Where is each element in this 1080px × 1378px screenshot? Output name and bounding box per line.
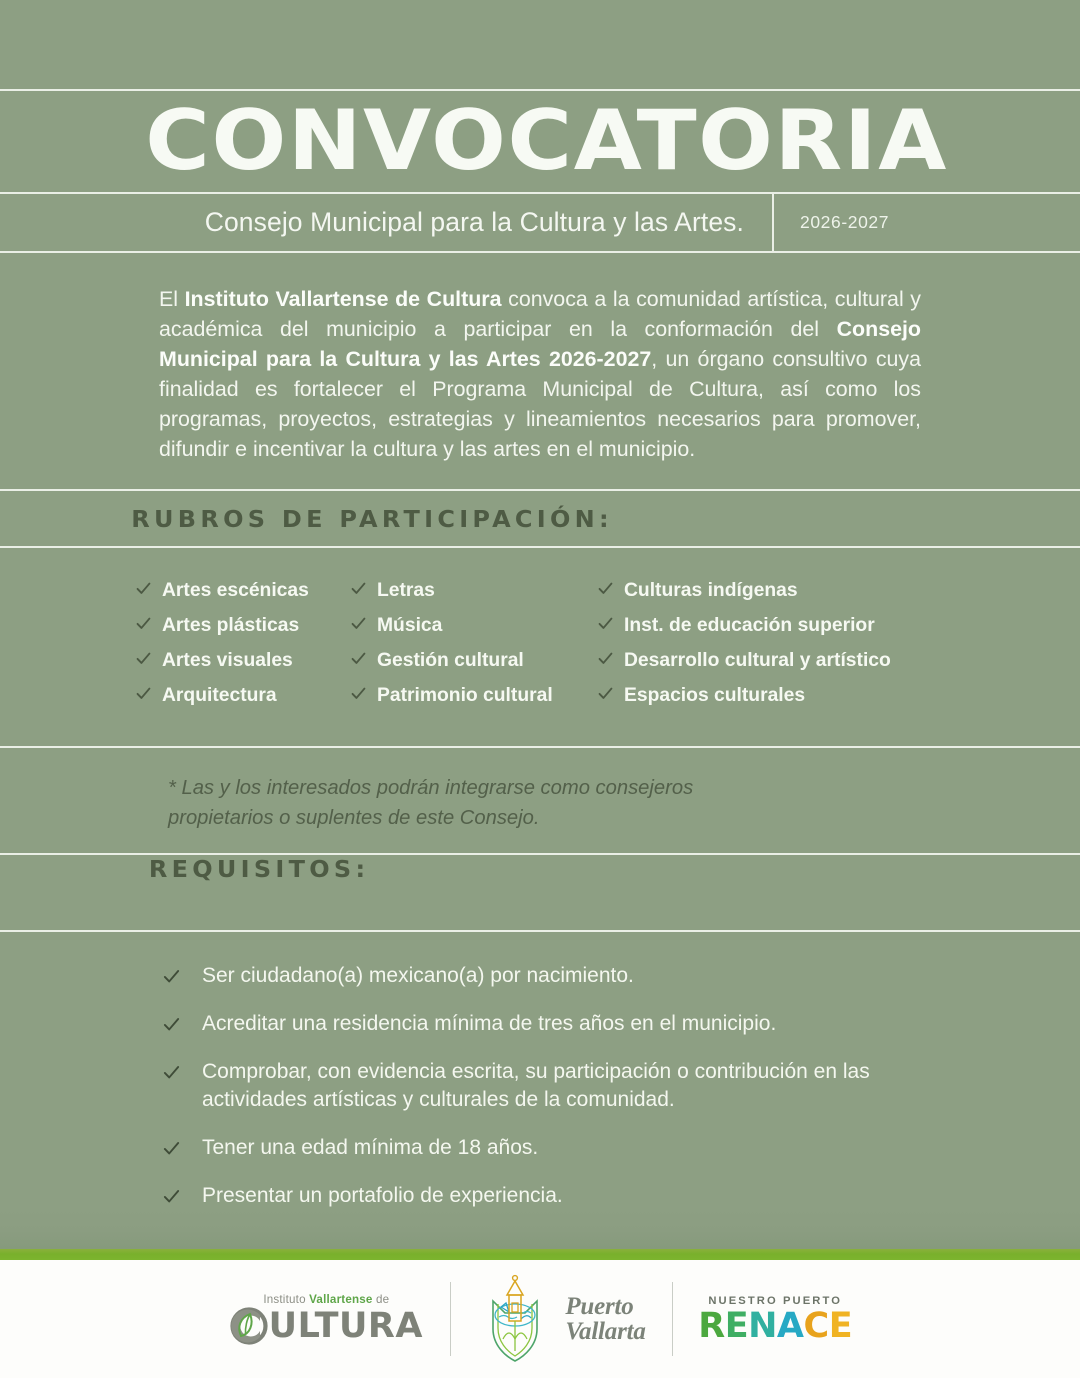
check-icon [162, 1010, 181, 1034]
subtitle-band [0, 194, 1080, 251]
divider-under-rubros-heading [0, 546, 1080, 548]
rubro-item [350, 685, 597, 720]
rubro-label: Patrimonio cultural [377, 685, 553, 707]
bottom-gradient [0, 1209, 1080, 1249]
cultura-suffix: de [372, 1293, 390, 1307]
logo-renace [699, 1295, 851, 1344]
requisito-label: Presentar un portafolio de experiencia. [202, 1183, 563, 1207]
requisitos-section [0, 932, 1080, 1210]
cultura-word: ULTURA [268, 1305, 423, 1346]
rubro-item [597, 580, 1080, 615]
rubro-label: Inst. de educación superior [624, 615, 875, 637]
rubro-item [597, 615, 1080, 650]
check-icon [350, 615, 367, 632]
spacer-after-intro [0, 464, 1080, 489]
intro-bold2: Consejo Municipal para la Cultura y las Artes 2026-2027 [159, 317, 921, 372]
rubro-label: Arquitectura [162, 685, 277, 707]
top-spacer [0, 0, 1080, 89]
divider-under-title [0, 192, 1080, 194]
renace-letter: E [828, 1305, 853, 1346]
requisito-label: Comprobar, con evidencia escrita, su participación o contribución en las actividades artísticas y culturales de la comunidad. [202, 1059, 870, 1111]
rubro-item [135, 580, 350, 615]
logo-cultura [229, 1293, 424, 1345]
check-icon [135, 650, 152, 667]
rubro-label: Artes plásticas [162, 615, 300, 637]
rubro-label: Letras [377, 580, 435, 602]
check-icon [597, 685, 614, 702]
accent-bar [0, 1249, 1080, 1260]
intro-bold1: Instituto Vallartense de Cultura [184, 287, 502, 311]
page-title: CONVOCATORIA [145, 92, 949, 190]
rubro-item [135, 685, 350, 720]
check-icon [162, 962, 181, 986]
rubro-label: Culturas indígenas [624, 580, 798, 602]
check-icon [350, 580, 367, 597]
renace-tagline: NUESTRO PUERTO [708, 1294, 842, 1307]
requisitos-heading-band [0, 855, 1080, 910]
divider-above-note [0, 746, 1080, 748]
check-icon [162, 1182, 181, 1206]
check-icon [135, 685, 152, 702]
rubros-heading-band [0, 491, 1080, 546]
rubros-grid [0, 580, 1080, 720]
intro-paragraph [159, 284, 921, 464]
rubro-item [597, 685, 1080, 720]
requisito-label: Tener una edad mínima de 18 años. [202, 1135, 539, 1159]
divider-top [0, 89, 1080, 91]
rubro-label: Espacios culturales [624, 685, 806, 707]
cultura-prefix: Instituto [263, 1293, 310, 1307]
check-icon [135, 615, 152, 632]
check-icon [350, 650, 367, 667]
pv-line2: Vallarta [565, 1318, 646, 1346]
renace-wordmark [698, 1305, 853, 1346]
rubro-item [350, 615, 597, 650]
check-icon [597, 615, 614, 632]
check-icon [597, 650, 614, 667]
requisito-label: Acreditar una residencia mínima de tres años en el municipio. [202, 1011, 777, 1035]
requisito-item [162, 1134, 1080, 1162]
spacer-after-rubros [0, 720, 1080, 746]
logo-puerto-vallarta [477, 1273, 645, 1365]
note-line2: propietarios o suplentes de este Consejo. [168, 806, 540, 829]
footer-divider-2 [672, 1282, 674, 1356]
footer-divider-1 [450, 1282, 452, 1356]
check-icon [350, 685, 367, 702]
subtitle-text: Consejo Municipal para la Cultura y las Artes. [204, 207, 744, 237]
rubro-item [350, 580, 597, 615]
divider-under-requisitos-heading [0, 930, 1080, 932]
requisito-item [162, 1182, 1080, 1210]
intro-part2: convoca a la comunidad artística, cultural y académica del municipio a participar en la conformación del [159, 287, 921, 342]
rubro-label: Artes visuales [162, 650, 293, 672]
cultura-bold: Vallartense [309, 1293, 373, 1307]
intro-section [0, 253, 1080, 464]
divider-under-subtitle [0, 251, 1080, 253]
rubro-label: Gestión cultural [377, 650, 524, 672]
check-icon [162, 1134, 181, 1158]
requisitos-list [162, 962, 1080, 1210]
requisito-item [162, 1010, 1080, 1038]
note-line1: * Las y los interesados podrán integrarse como consejeros [168, 777, 694, 800]
requisito-item [162, 962, 1080, 990]
puerto-vallarta-crest-icon [477, 1273, 553, 1365]
renace-letter: A [776, 1305, 804, 1346]
spacer-after-note [0, 833, 1080, 853]
rubros-heading: RUBROS DE PARTICIPACIÓN: [131, 504, 613, 533]
check-icon [162, 1058, 181, 1082]
divider-above-rubros [0, 489, 1080, 491]
note-text [168, 774, 888, 833]
note-section [0, 748, 1080, 833]
rubro-item [350, 650, 597, 685]
requisito-item [162, 1058, 1080, 1114]
subtitle-vertical-divider [772, 194, 774, 251]
subtitle-cell [0, 194, 772, 251]
requisito-label: Ser ciudadano(a) mexicano(a) por nacimiento. [202, 963, 634, 987]
renace-letter: C [803, 1305, 829, 1346]
rubro-label: Artes escénicas [162, 580, 309, 602]
title-band [0, 91, 1080, 192]
check-icon [135, 580, 152, 597]
period-badge: 2026-2027 [800, 212, 890, 232]
period-cell [774, 194, 1080, 251]
cultura-leaf-c-icon [230, 1307, 268, 1345]
rubro-item [597, 650, 1080, 685]
rubro-item [135, 650, 350, 685]
cultura-tagline [263, 1293, 389, 1306]
rubro-label: Desarrollo cultural y artístico [624, 650, 891, 672]
footer-logos [0, 1260, 1080, 1378]
renace-letter: N [748, 1305, 777, 1346]
rubro-label: Música [377, 615, 443, 637]
intro-part1: El [159, 287, 185, 311]
rubros-section [0, 548, 1080, 720]
check-icon [597, 580, 614, 597]
renace-letter: E [724, 1305, 749, 1346]
pv-line1: Puerto [565, 1292, 634, 1320]
rubro-item [135, 615, 350, 650]
cultura-wordmark [230, 1307, 423, 1345]
renace-letter: R [698, 1305, 725, 1346]
requisitos-heading: REQUISITOS: [148, 854, 370, 883]
intro-part3: , un órgano consultivo cuya finalidad es fortalecer el Programa Municipal de Cultura, así como los programas, proyectos, estrategias y lineamientos necesarios para promover, difundir e incentivar la cultura y las artes en el municipio. [159, 347, 922, 462]
